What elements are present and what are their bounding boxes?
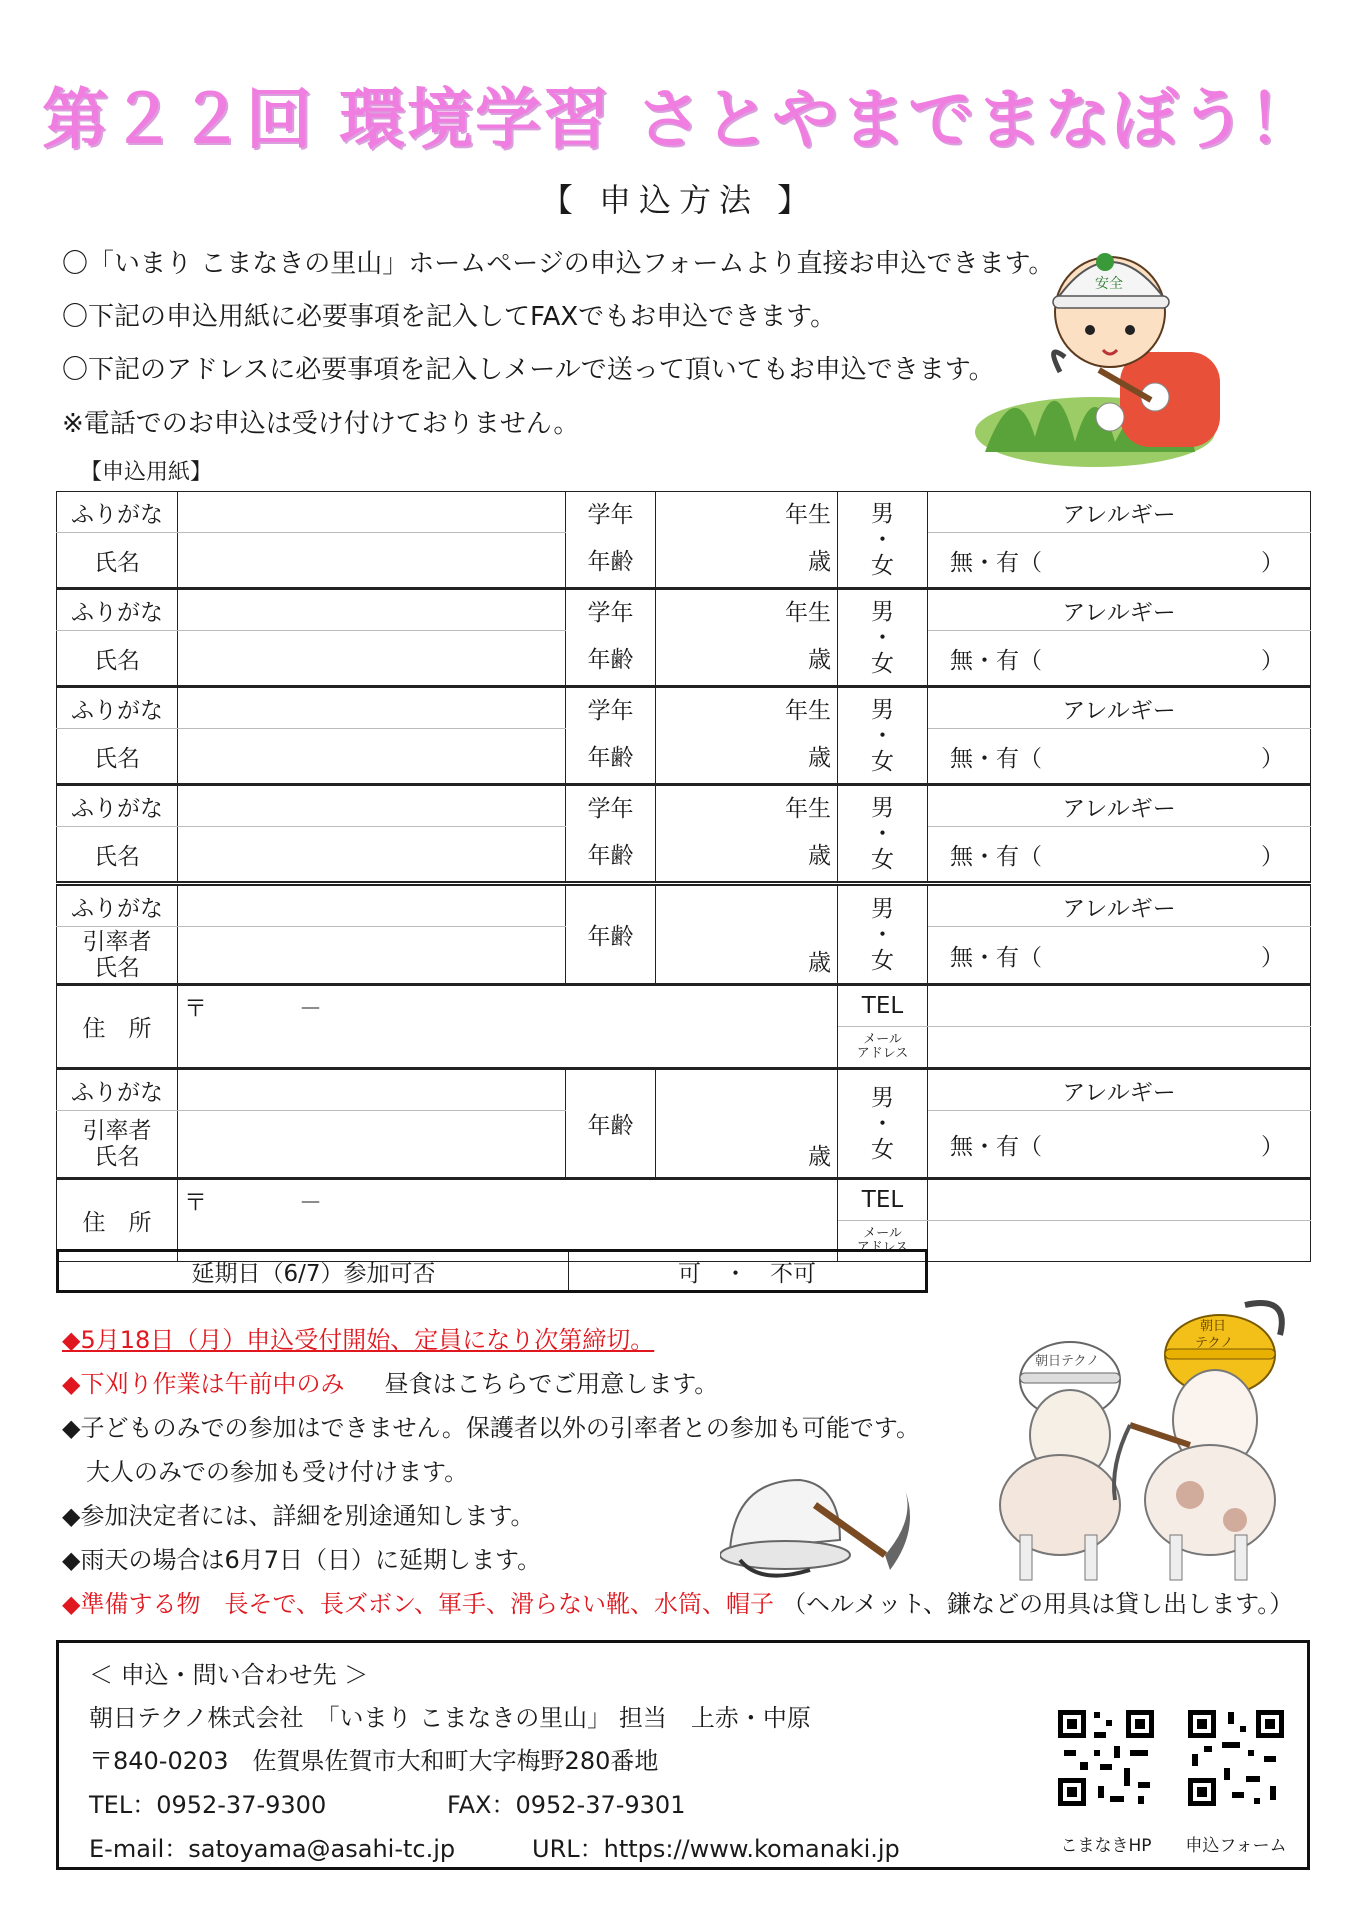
note-children: ◆子どものみでの参加はできません。保護者以外の引率者との参加も可能です。 — [62, 1414, 920, 1442]
postpone-choice[interactable]: 可 ・ 不可 — [678, 1260, 816, 1287]
age-field[interactable]: 歳 — [656, 533, 838, 589]
sex-choice[interactable] — [838, 492, 928, 589]
grade-label: 学年 — [566, 492, 656, 533]
name-field[interactable] — [178, 533, 566, 589]
goat2-helmet-text-2: テクノ — [1195, 1336, 1234, 1351]
leader-name-field[interactable] — [178, 1111, 566, 1179]
leader-label-line1: 引率者 — [82, 929, 152, 955]
sex-choice[interactable] — [838, 687, 928, 785]
grade-field[interactable]: 年生 — [656, 687, 838, 729]
goats-illustration — [990, 1285, 1310, 1585]
age-field[interactable]: 歳 — [656, 631, 838, 687]
female-option[interactable]: 女 — [871, 846, 894, 873]
address-label: 住 所 — [57, 1179, 178, 1262]
qr-code-form[interactable] — [1184, 1706, 1288, 1810]
note-items — [62, 1584, 1293, 1619]
age-label: 年齢 — [566, 1069, 656, 1179]
note-lunch: 昼食はこちらでご用意します。 — [384, 1370, 719, 1398]
age-field[interactable]: 歳 — [656, 1069, 838, 1179]
note-work-hours-red: ◆下刈り作業は午前中のみ — [62, 1370, 345, 1398]
furigana-label: ふりがな — [57, 589, 178, 631]
qr-code-homepage[interactable] — [1054, 1706, 1158, 1810]
dot: ・ — [871, 921, 894, 948]
note-adults: 大人のみでの参加も受け付けます。 — [86, 1458, 469, 1486]
goat1-helmet-text: 朝日テクノ — [1035, 1354, 1100, 1369]
grade-label: 学年 — [566, 687, 656, 729]
grade-label: 学年 — [566, 785, 656, 827]
mail-label-line1: メール — [863, 1032, 902, 1047]
method-line-1: 〇「いまり こまなきの里山」ホームページの申込フォームより直接お申込できます。 — [62, 249, 1055, 279]
dot: ・ — [871, 722, 894, 749]
method-line-4: ※電話でのお申込は受け付けておりません。 — [62, 409, 580, 439]
sex-choice[interactable] — [838, 785, 928, 884]
leader-name-field[interactable] — [178, 927, 566, 985]
grade-label: 学年 — [566, 589, 656, 631]
allergy-label: アレルギー — [928, 884, 1311, 927]
allergy-field[interactable] — [928, 533, 1311, 589]
note-items-red: ◆準備する物 長そで、長ズボン、軍手、滑らない靴、水筒、帽子 — [62, 1590, 775, 1618]
name-field[interactable] — [178, 729, 566, 785]
female-option[interactable]: 女 — [871, 552, 894, 579]
goat2-helmet-text-1: 朝日 — [1200, 1319, 1227, 1334]
tel-field[interactable] — [928, 1179, 1311, 1221]
furigana-field[interactable] — [178, 589, 566, 631]
age-label: 年齢 — [566, 827, 656, 884]
leader-label-line1: 引率者 — [82, 1118, 152, 1144]
sex-choice[interactable] — [838, 884, 928, 985]
name-label: 氏名 — [57, 729, 178, 785]
age-label: 年齢 — [566, 884, 656, 985]
age-label: 年齢 — [566, 631, 656, 687]
allergy-close: ） — [1261, 647, 1284, 674]
address-field[interactable]: 〒 － — [178, 1179, 838, 1262]
note-items-lend: （ヘルメット、鎌などの用具は貸し出します。） — [782, 1590, 1294, 1618]
furigana-label: ふりがな — [57, 1069, 178, 1111]
application-form — [56, 491, 1311, 1262]
allergy-choice: 無・有（ — [950, 549, 1042, 576]
name-label: 氏名 — [57, 533, 178, 589]
allergy-close: ） — [1261, 549, 1284, 576]
name-label: 氏名 — [57, 827, 178, 884]
furigana-field[interactable] — [178, 492, 566, 533]
mail-label — [838, 1027, 928, 1069]
contact-tel: TEL：0952-37-9300 — [89, 1791, 327, 1819]
allergy-close: ） — [1261, 843, 1284, 870]
mail-field[interactable] — [928, 1221, 1311, 1262]
contact-company: 朝日テクノ株式会社 「いまり こまなきの里山」 担当 上赤・中原 — [89, 1704, 811, 1732]
worker-illustration — [945, 222, 1295, 472]
furigana-label: ふりがな — [57, 884, 178, 927]
furigana-label: ふりがな — [57, 785, 178, 827]
leader-label-line2: 氏名 — [94, 1144, 140, 1170]
male-option[interactable]: 男 — [871, 598, 894, 625]
allergy-field[interactable] — [928, 729, 1311, 785]
male-option[interactable]: 男 — [871, 1084, 894, 1111]
allergy-choice: 無・有（ — [950, 647, 1042, 674]
sex-choice[interactable] — [838, 1069, 928, 1179]
qr1-label: こまなきHP — [1060, 1836, 1152, 1856]
tel-label: TEL — [838, 985, 928, 1027]
mail-field[interactable] — [928, 1027, 1311, 1069]
allergy-close: ） — [1261, 944, 1284, 971]
tel-label: TEL — [838, 1179, 928, 1221]
female-option[interactable]: 女 — [871, 947, 894, 974]
helmet-text: 安全 — [1095, 276, 1123, 292]
name-field[interactable] — [178, 631, 566, 687]
allergy-label: アレルギー — [928, 492, 1311, 533]
allergy-close: ） — [1261, 1133, 1284, 1160]
dot: ・ — [871, 1110, 894, 1137]
allergy-label: アレルギー — [928, 785, 1311, 827]
dot: ・ — [871, 820, 894, 847]
furigana-field[interactable] — [178, 884, 566, 927]
allergy-choice: 無・有（ — [950, 843, 1042, 870]
leader-name-label — [57, 927, 178, 985]
address-field[interactable]: 〒 － — [178, 985, 838, 1069]
allergy-field[interactable] — [928, 927, 1311, 985]
furigana-field[interactable] — [178, 785, 566, 827]
grade-field[interactable]: 年生 — [656, 785, 838, 827]
male-option[interactable]: 男 — [871, 696, 894, 723]
age-field[interactable]: 歳 — [656, 729, 838, 785]
contact-address: 〒840-0203 佐賀県佐賀市大和町大字梅野280番地 — [89, 1747, 659, 1775]
postpone-label: 延期日（6/7）参加可否 — [59, 1252, 569, 1290]
postpone-row — [56, 1249, 928, 1293]
allergy-label: アレルギー — [928, 589, 1311, 631]
allergy-field[interactable] — [928, 631, 1311, 687]
note-notification: ◆参加決定者には、詳細を別途通知します。 — [62, 1502, 535, 1530]
method-line-2: 〇下記の申込用紙に必要事項を記入してFAXでもお申込できます。 — [62, 302, 837, 332]
contact-fax: FAX：0952-37-9301 — [447, 1791, 686, 1819]
helmet-sickle-illustration — [720, 1460, 920, 1590]
furigana-field[interactable] — [178, 687, 566, 729]
mail-label-line2: アドレス — [856, 1046, 909, 1061]
contact-email[interactable]: E-mail：satoyama@asahi-tc.jp — [89, 1835, 456, 1863]
mail-label-line1: メール — [863, 1226, 902, 1241]
female-option[interactable]: 女 — [871, 650, 894, 677]
male-option[interactable]: 男 — [871, 500, 894, 527]
allergy-choice: 無・有（ — [950, 745, 1042, 772]
address-label: 住 所 — [57, 985, 178, 1069]
tel-field[interactable] — [928, 985, 1311, 1027]
form-heading: 【申込用紙】 — [80, 460, 213, 485]
contact-heading: ＜ 申込・問い合わせ先 ＞ — [89, 1661, 369, 1689]
male-option[interactable]: 男 — [871, 794, 894, 821]
allergy-close: ） — [1261, 745, 1284, 772]
page-title: 第２２回 環境学習 さとやまでまなぼう！ — [42, 81, 1316, 158]
allergy-label: アレルギー — [928, 1069, 1311, 1111]
age-field[interactable]: 歳 — [656, 827, 838, 884]
note-rain: ◆雨天の場合は6月7日（日）に延期します。 — [62, 1546, 542, 1574]
name-field[interactable] — [178, 827, 566, 884]
grade-field[interactable]: 年生 — [656, 492, 838, 533]
name-label: 氏名 — [57, 631, 178, 687]
mail-label-line2: アドレス — [856, 1240, 909, 1255]
note-deadline: ◆5月18日（月）申込受付開始、定員になり次第締切。 — [62, 1326, 655, 1354]
allergy-choice: 無・有（ — [950, 1133, 1042, 1160]
leader-name-label — [57, 1111, 178, 1179]
method-heading: 【 申込方法 】 — [540, 181, 818, 219]
age-field[interactable]: 歳 — [656, 884, 838, 985]
note-work-hours — [62, 1364, 718, 1399]
method-line-3: 〇下記のアドレスに必要事項を記入しメールで送って頂いてもお申込できます。 — [62, 355, 995, 385]
contact-box — [56, 1640, 1310, 1870]
age-label: 年齢 — [566, 533, 656, 589]
allergy-field[interactable] — [928, 1111, 1311, 1179]
female-option[interactable]: 女 — [871, 748, 894, 775]
age-label: 年齢 — [566, 729, 656, 785]
leader-label-line2: 氏名 — [94, 955, 140, 981]
furigana-label: ふりがな — [57, 492, 178, 533]
allergy-choice: 無・有（ — [950, 944, 1042, 971]
allergy-label: アレルギー — [928, 687, 1311, 729]
dot: ・ — [871, 526, 894, 553]
male-option[interactable]: 男 — [871, 895, 894, 922]
furigana-label: ふりがな — [57, 687, 178, 729]
furigana-field[interactable] — [178, 1069, 566, 1111]
female-option[interactable]: 女 — [871, 1136, 894, 1163]
contact-url[interactable]: URL：https://www.komanaki.jp — [532, 1835, 900, 1863]
dot: ・ — [871, 624, 894, 651]
sex-choice[interactable] — [838, 589, 928, 687]
qr2-label: 申込フォーム — [1185, 1836, 1287, 1856]
allergy-field[interactable] — [928, 827, 1311, 884]
grade-field[interactable]: 年生 — [656, 589, 838, 631]
